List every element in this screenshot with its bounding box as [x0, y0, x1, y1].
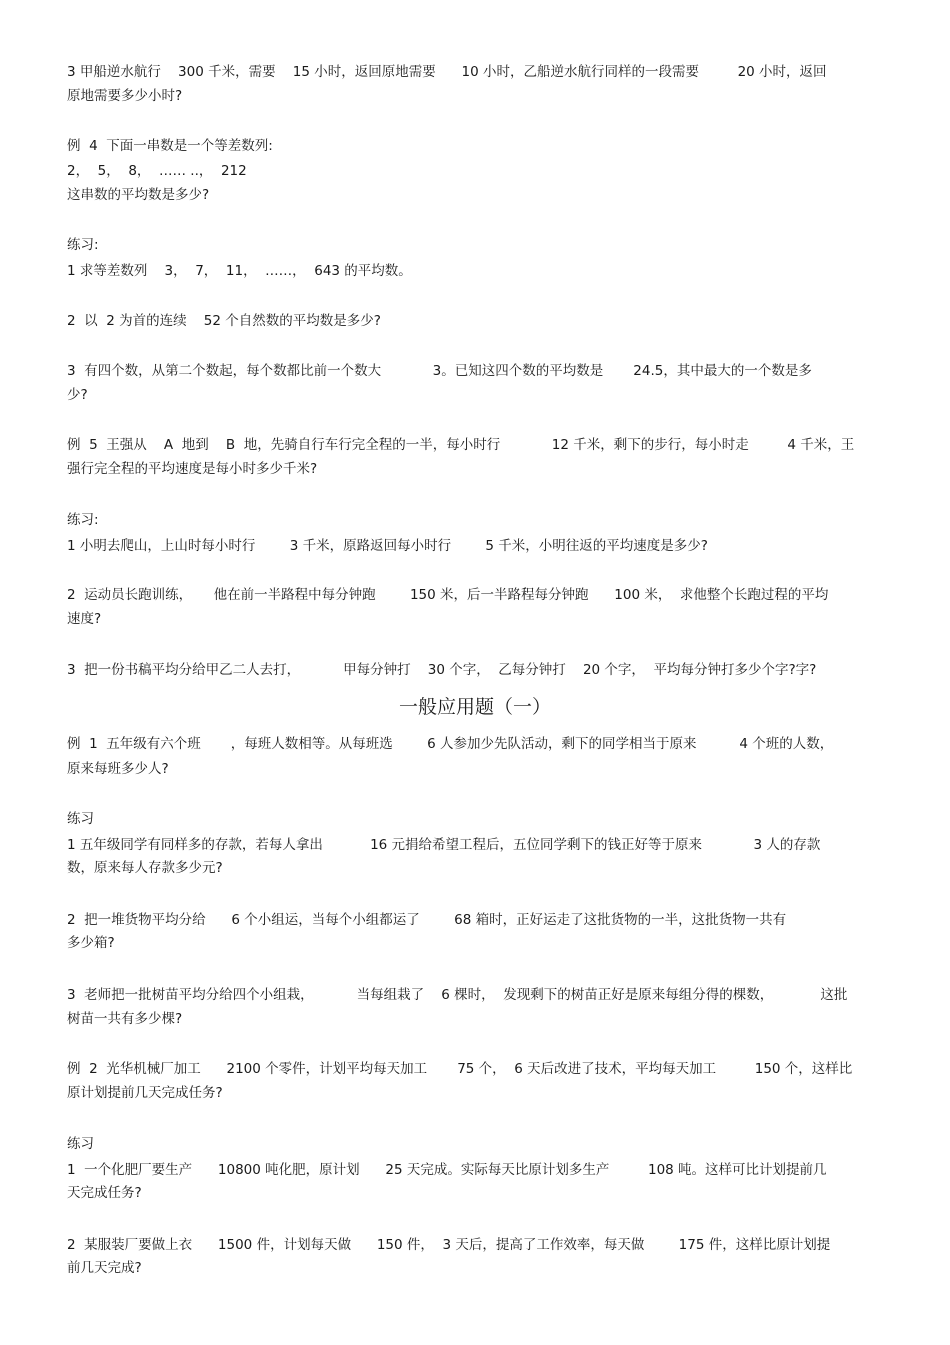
text-line: 多少箱? [67, 935, 115, 951]
text-line: 1 一个化肥厂要生产 10800 吨化肥，原计划 25 天完成。实际每天比原计划多生产 108 吨。这样可比计划提前几 [67, 1162, 827, 1178]
text-line: 3 有四个数，从第二个数起，每个数都比前一个数大 3。已知这四个数的平均数是 24.5，其中最大的一个数是多 [67, 363, 812, 379]
text-line: 少? [67, 387, 88, 403]
text-line: 2 以 2 为首的连续 52 个自然数的平均数是多少? [67, 313, 381, 329]
text-line: 强行完全程的平均速度是每小时多少千米? [67, 461, 318, 477]
text-line: 原来每班多少人? [67, 761, 169, 777]
text-line: 练习 [67, 1136, 94, 1152]
text-line: 练习 [67, 811, 94, 827]
text-line: 2 某服装厂要做上衣 1500 件，计划每天做 150 件， 3 天后，提高了工作效率，每天做 175 件，这样比原计划提 [67, 1237, 831, 1253]
text-line: 3 把一份书稿平均分给甲乙二人去打， 甲每分钟打 30 个字， 乙每分钟打 20 个字， 平均每分钟打多少个字?字? [67, 662, 817, 678]
text-line: 例 1 五年级有六个班 ，每班人数相等。从每班选 6 人参加少先队活动，剩下的同学相当于原来 4 个班的人数， [67, 736, 834, 752]
text-line: 2 运动员长跑训练， 他在前一半路程中每分钟跑 150 米，后一半路程每分钟跑 100 米， 求他整个长跑过程的平均 [67, 587, 829, 603]
text-line: 1 小明去爬山，上山时每小时行 3 千米，原路返回每小时行 5 千米，小明往返的平均速度是多少? [67, 538, 708, 554]
text-line: 1 求等差数列 3， 7， 11， ……， 643 的平均数。 [67, 263, 412, 279]
text-line: 例 2 光华机械厂加工 2100 个零件，计划平均每天加工 75 个， 6 天后改进了技术，平均每天加工 150 个，这样比 [67, 1061, 853, 1077]
text-line: 3 老师把一批树苗平均分给四个小组栽， 当每组栽了 6 棵时， 发现剩下的树苗正好是原来每组分得的棵数， 这批 [67, 987, 848, 1003]
text-line: 练习: [67, 237, 99, 253]
text-line: 前几天完成? [67, 1260, 142, 1276]
text-line: 例 4 下面一串数是一个等差数列: [67, 138, 273, 154]
section-title: 一般应用题（一） [398, 696, 551, 718]
text-line: 2 把一堆货物平均分给 6 个小组运，当每个小组都运了 68 箱时，正好运走了这批货物的一半，这批货物一共有 [67, 912, 787, 928]
text-line: 2， 5， 8， …… ..， 212 [67, 163, 247, 179]
text-line: 练习: [67, 512, 99, 528]
text-line: 原计划提前几天完成任务? [67, 1085, 223, 1101]
text-line: 3 甲船逆水航行 300 千米，需要 15 小时，返回原地需要 10 小时，乙船逆水航行同样的一段需要 20 小时，返回 [67, 64, 827, 80]
text-line: 数，原来每人存款多少元? [67, 860, 223, 876]
text-line: 1 五年级同学有同样多的存款，若每人拿出 16 元捐给希望工程后，五位同学剩下的钱正好等于原来 3 人的存款 [67, 837, 821, 853]
text-line: 天完成任务? [67, 1185, 142, 1201]
text-line: 树苗一共有多少棵? [67, 1011, 183, 1027]
text-line: 速度? [67, 611, 102, 627]
text-line: 例 5 王强从 A 地到 B 地，先骑自行车行完全程的一半，每小时行 12 千米，剩下的步行，每小时走 4 千米，王 [67, 437, 855, 453]
text-line: 这串数的平均数是多少? [67, 187, 210, 203]
text-line: 原地需要多少小时? [67, 88, 183, 104]
